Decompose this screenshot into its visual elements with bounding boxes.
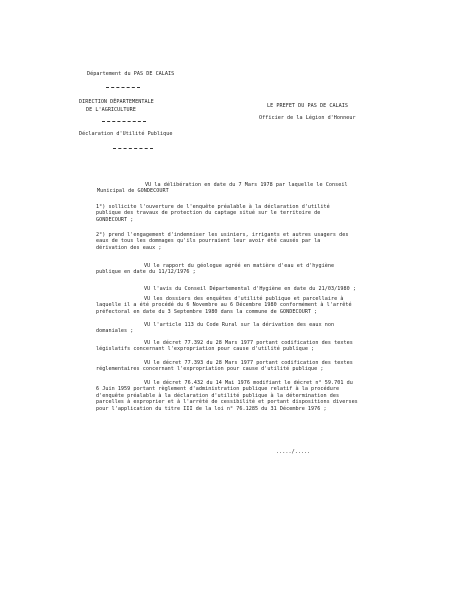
paragraph-vu-conseil: VU l'avis du Conseil Départemental d'Hygiène en date du 21/03/1980 ; [144, 286, 356, 292]
department-name: Département du PAS DE CALAIS [87, 71, 175, 77]
paragraph-vu-article: VU l'article 113 du Code Rural sur la dérivation des eaux non domaniales ; [96, 322, 335, 335]
paragraph-vu-geologue: VU le rapport du géologue agréé en matière d'eau et d'hygiène publique en date du 11/12/1976 ; [96, 263, 335, 276]
paragraph-vu-decret-2: VU le décret 77.393 du 28 Mars 1977 portant codification des textes réglementaires concernant l'expropriation pour cause d'utilité publique ; [96, 360, 353, 373]
continuation-mark: ...../..... [276, 449, 311, 455]
paragraph-vu-enquetes: VU les dossiers des enquêtes d'utilité publique et parcellaire à laquelle il a été procédé du 6 Novembre au 6 Décembre 1980 conformément à l'arrêté préfectoral en date du 3 Septembre 1980 dans la commune de GONDECOURT ; [96, 296, 352, 315]
declaration-title: Déclaration d'Utilité Publique [79, 131, 173, 137]
separator-rule [113, 148, 153, 149]
paragraph-vu-deliberation: VU la délibération en date du 7 Mars 1978 par laquelle le Conseil Municipal de GONDECOURT [97, 182, 348, 195]
direction-line-2: DE L'AGRICULTURE [86, 107, 136, 113]
paragraph-item-2: 2°) prend l'engagement d'indemniser les usiniers, irrigants et autres usagers des eaux de tous les dommages qu'ils pourraient leur avoir été causés par la dérivation des eaux ; [96, 232, 349, 251]
prefect-title: LE PREFET DU PAS DE CALAIS [267, 103, 349, 109]
paragraph-vu-decret-3: VU le décret 76.432 du 14 Mai 1976 modifiant le décret n° 59.701 du 6 Juin 1959 portant règlement d'administration publique relatif à la procédure d'enquête préalable à la déclaration d'utilité publique à la détermination des parcelles à exproprier et à l'arrêté de cessibilité et portant dispositions diverses pour l'application du titre III de la loi n° 76.1285 du 31 Décembre 1976 ; [96, 380, 358, 412]
paragraph-item-1: 1°) sollicite l'ouverture de l'enquête préalable à la déclaration d'utilité publique des travaux de protection du captage situé sur le territoire de GONDECOURT ; [96, 204, 330, 223]
separator-rule [102, 121, 146, 122]
separator-rule [106, 87, 140, 88]
paragraph-vu-decret-1: VU le décret 77.392 du 28 Mars 1977 portant codification des textes législatifs concernant l'expropriation pour cause d'utilité publique ; [96, 340, 353, 353]
direction-line-1: DIRECTION DÉPARTEMENTALE [79, 99, 154, 105]
prefect-subtitle: Officier de la Légion d'Honneur [259, 115, 356, 121]
